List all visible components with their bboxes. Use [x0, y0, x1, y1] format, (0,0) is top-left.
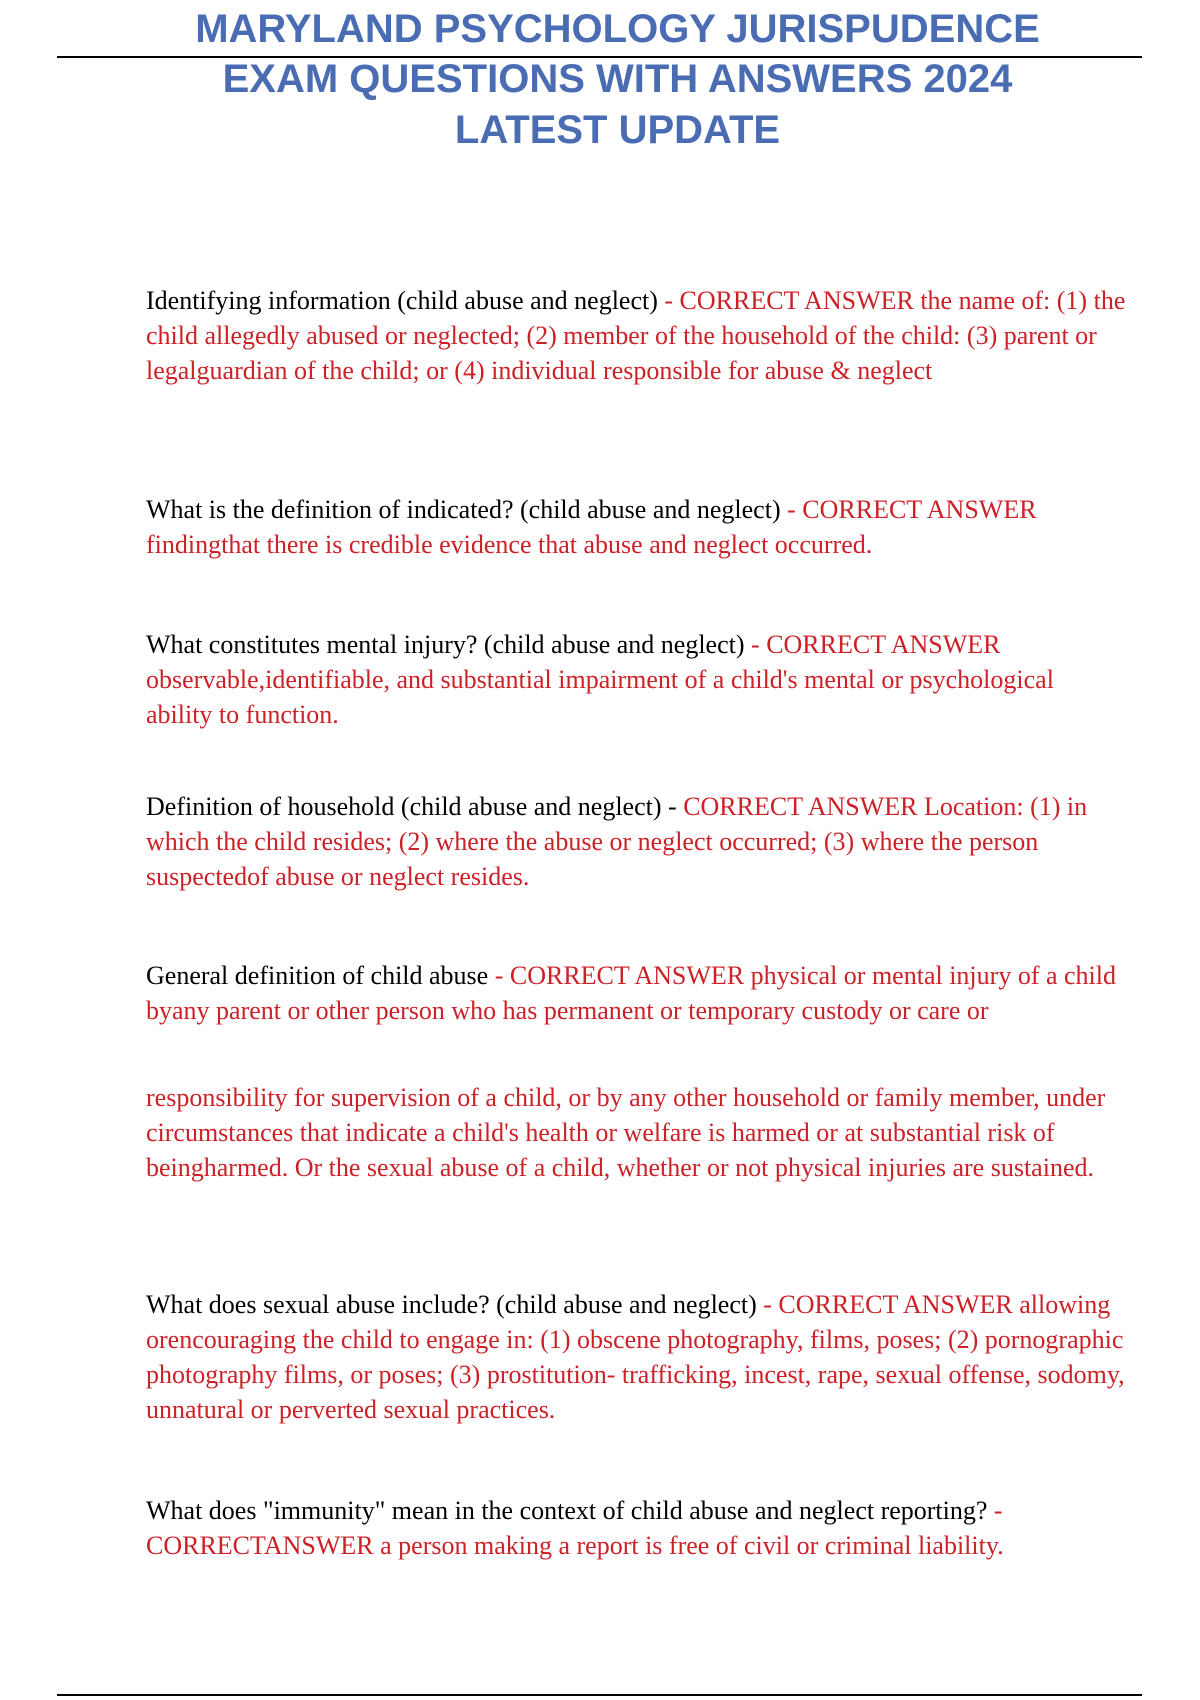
correct-answer-marker: - CORRECT ANSWER: [763, 1290, 1013, 1319]
question-text: Definition of household (child abuse and neglect) -: [146, 792, 677, 821]
question-text: What is the definition of indicated? (child abuse and neglect): [146, 495, 781, 524]
answer-text: physical or mental injury of a child byany parent or other person who has permanent or temporary custody or care or: [146, 961, 1117, 1025]
footer-rule: [57, 1694, 1142, 1696]
qa-item-household-definition: [146, 789, 1126, 894]
document-title-line-3: LATEST UPDATE: [454, 108, 781, 152]
qa-item-child-abuse-definition: [146, 958, 1126, 1028]
correct-answer-marker: - CORRECT ANSWER: [494, 961, 745, 990]
answer-text: Location: (1) in which the child resides; (2) where the abuse or neglect occurred; (3) where the person suspectedof abuse or neglect resides.: [146, 792, 1088, 891]
document-title-line-2: EXAM QUESTIONS WITH ANSWERS 2024: [222, 57, 1013, 101]
correct-answer-marker: - CORRECT ANSWER: [787, 495, 1037, 524]
answer-text: findingthat there is credible evidence that abuse and neglect occurred.: [146, 530, 873, 559]
answer-text: observable,identifiable, and substantial impairment of a child's mental or psychological ability to function.: [146, 665, 1054, 729]
correct-answer-marker: CORRECT ANSWER: [683, 792, 918, 821]
correct-answer-marker: - CORRECT ANSWER: [664, 286, 914, 315]
qa-item-sexual-abuse: [146, 1287, 1126, 1427]
answer-continued-text: responsibility for supervision of a child, or by any other household or family member, under circumstances that indicate a child's health or welfare is harmed or at substantial risk of beingharmed. Or the sexual abuse of a child, whether or not physical injuries are sustained.: [146, 1083, 1106, 1182]
answer-text: the name of: (1) the child allegedly abused or neglected; (2) member of the household of the child: (3) parent or legalguardian of the child; or (4) individual responsible for abuse & neglect: [146, 286, 1126, 385]
document-title-line-1: MARYLAND PSYCHOLOGY JURISPUDENCE: [195, 7, 1040, 51]
question-text: Identifying information (child abuse and neglect): [146, 286, 658, 315]
qa-item-mental-injury: [146, 627, 1126, 732]
answer-text: a person making a report is free of civil or criminal liability.: [380, 1531, 1004, 1560]
qa-item-immunity: [146, 1493, 1126, 1563]
qa-item-identifying-information: [146, 283, 1126, 388]
question-text: General definition of child abuse: [146, 961, 489, 990]
correct-answer-marker: - CORRECTANSWER: [146, 1496, 1003, 1560]
answer-text: allowing orencouraging the child to engage in: (1) obscene photography, films, poses; (2) pornographic photography films, or poses; (3) prostitution- trafficking, incest, rape, sexual offense, sodomy, unnatural or perverted sexual practices.: [146, 1290, 1125, 1424]
question-text: What constitutes mental injury? (child abuse and neglect): [146, 630, 745, 659]
correct-answer-marker: - CORRECT ANSWER: [751, 630, 1001, 659]
question-text: What does sexual abuse include? (child abuse and neglect): [146, 1290, 757, 1319]
question-text: What does "immunity" mean in the context of child abuse and neglect reporting?: [146, 1496, 988, 1525]
qa-item-indicated-definition: [146, 492, 1126, 562]
